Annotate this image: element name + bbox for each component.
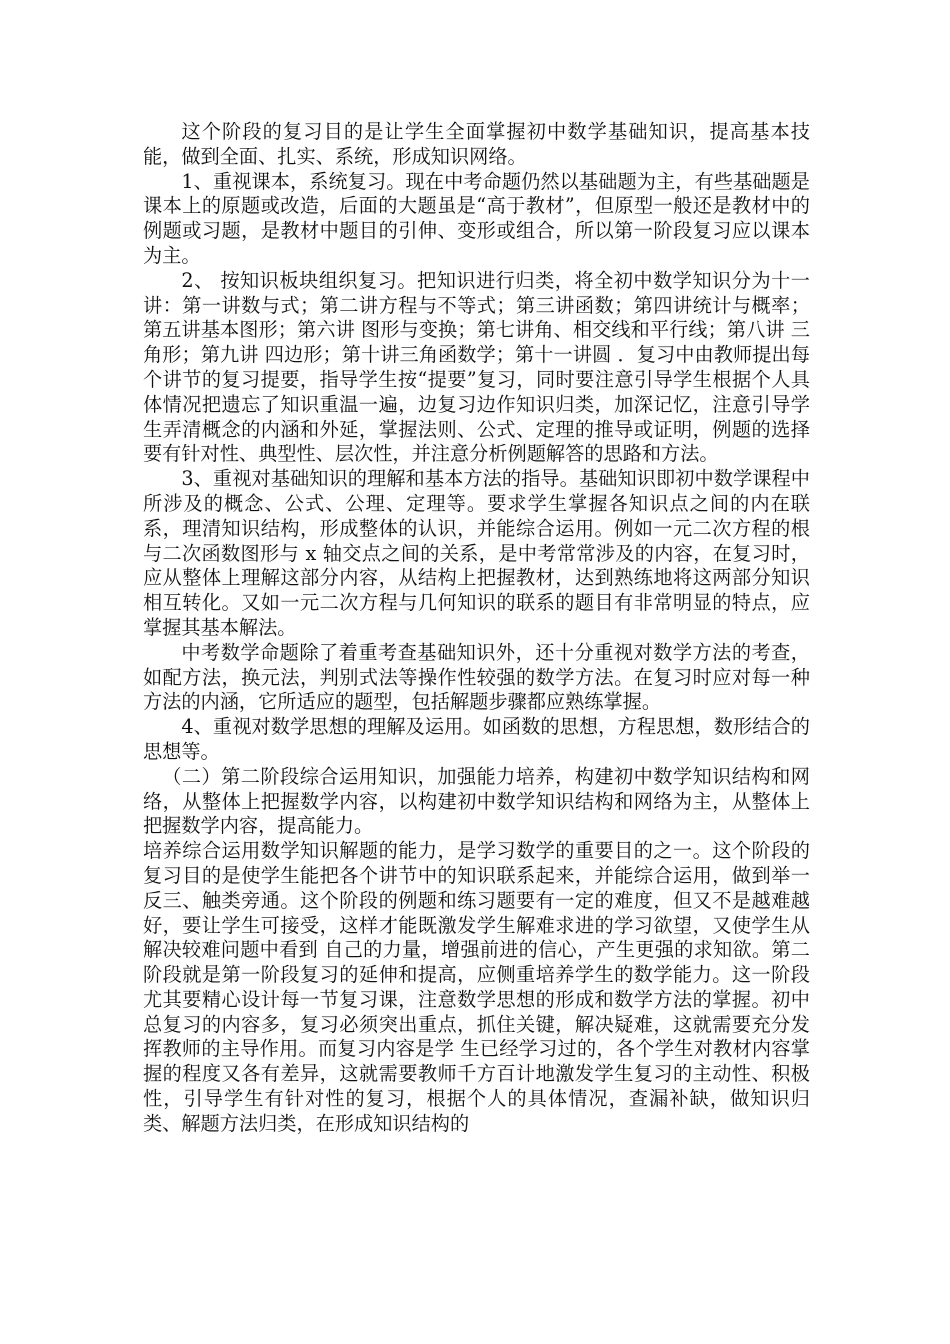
document-body [143,120,810,1137]
paragraph-intro: 这个阶段的复习目的是让学生全面掌握初中数学基础知识，提高基本技能，做到全面、扎实、系统，形成知识网络。 [143,120,810,168]
paragraph-point-3: 3、重视对基础知识的理解和基本方法的指导。基础知识即初中数学课程中所涉及的概念、公式、公理、定理等。要求学生掌握各知识点之间的内在联系，理清知识结构，形成整体的认识，并能综合运用。例如一元二次方程的根与二次函数图形与 x 轴交点之间的关系，是中考常常涉及的内容，在复习时，应从整体上理解这部分内容，从结构上把握教材，达到熟练地将这两部分知识相互转化。又如一元二次方程与几何知识的联系的题目有非常明显的特点，应掌握其基本解法。 [143,467,810,639]
paragraph-point-4: 4、重视对数学思想的理解及运用。如函数的思想，方程思想，数形结合的思想等。 [143,715,810,763]
paragraph-stage-2-heading: （二）第二阶段综合运用知识，加强能力培养，构建初中数学知识结构和网络，从整体上把握数学内容，以构建初中数学知识结构和网络为主，从整体上把握数学内容，提高能力。 [143,764,810,838]
paragraph-point-1: 1、重视课本，系统复习。现在中考命题仍然以基础题为主，有些基础题是课本上的原题或改造，后面的大题虽是“高于教材”，但原型一般还是教材中的例题或习题，是教材中题目的引伸、变形或组合，所以第一阶段复习应以课本为主。 [143,169,810,267]
paragraph-point-2: 2、 按知识板块组织复习。把知识进行归类，将全初中数学知识分为十一讲：第一讲数与式；第二讲方程与不等式；第三讲函数；第四讲统计与概率；第五讲基本图形；第六讲 图形与变换；第七讲角、相交线和平行线；第八讲 三角形；第九讲 四边形；第十讲三角函数学；第十一讲圆 ．复习中由教师提出每个讲节的复习提要，指导学生按“提要”复习，同时要注意引导学生根据个人具体情况把遗忘了知识重温一遍，边复习边作知识归类，加深记忆，注意引导学生弄清概念的内涵和外延，掌握法则、公式、定理的推导或证明，例题的选择要有针对性、典型性、层次性，并注意分析例题解答的思路和方法。 [143,268,810,466]
paragraph-stage-2-body: 培养综合运用数学知识解题的能力，是学习数学的重要目的之一。这个阶段的复习目的是使学生能把各个讲节中的知识联系起来，并能综合运用，做到举一反三、触类旁通。这个阶段的例题和练习题要有一定的难度，但又不是越难越好，要让学生可接受，这样才能既激发学生解难求进的学习欲望，又使学生从解决较难问题中看到 自己的力量，增强前进的信心，产生更强的求知欲。第二阶段就是第一阶段复习的延伸和提高，应侧重培养学生的数学能力。这一阶段尤其要精心设计每一节复习课，注意数学思想的形成和数学方法的掌握。初中总复习的内容多，复习必须突出重点，抓住关键，解决疑难，这就需要充分发挥教师的主导作用。而复习内容是学 生已经学习过的，各个学生对教材内容掌握的程度又各有差异，这就需要教师千方百计地激发学生复习的主动性、积极性，引导学生有针对性的复习，根据个人的具体情况，查漏补缺，做知识归类、解题方法归类，在形成知识结构的 [143,839,810,1135]
paragraph-methods: 中考数学命题除了着重考查基础知识外，还十分重视对数学方法的考查，如配方法，换元法，判别式法等操作性较强的数学方法。在复习时应对每一种方法的内涵，它所适应的题型，包括解题步骤都应熟练掌握。 [143,640,810,714]
